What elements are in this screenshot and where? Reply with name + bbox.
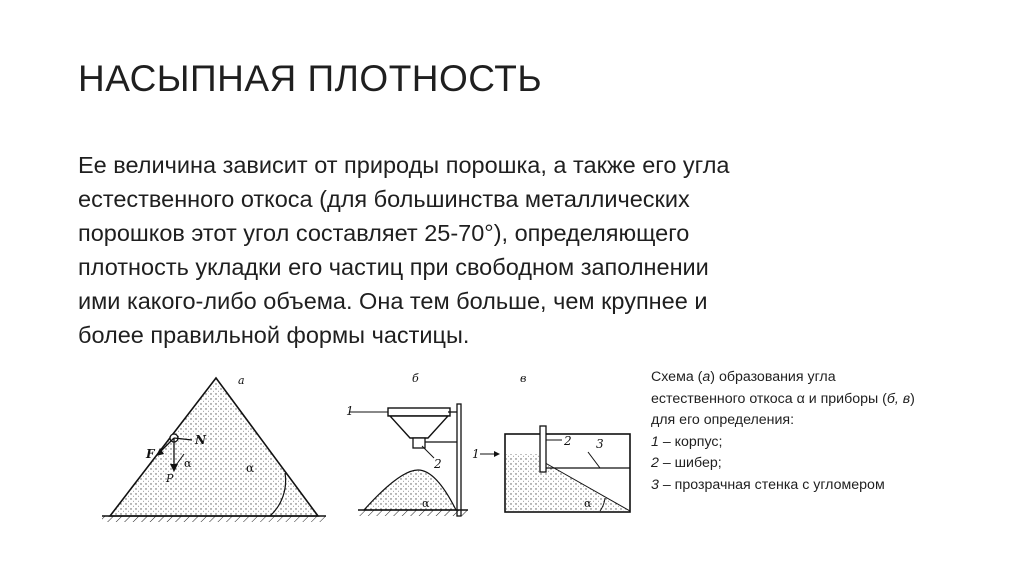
body-line: естественного откоса (для большинства металлических xyxy=(78,186,690,212)
page-title: НАСЫПНАЯ ПЛОТНОСТЬ xyxy=(78,58,543,99)
label-b1: 1 xyxy=(346,404,354,418)
label-b2: 2 xyxy=(434,457,442,471)
panel-c xyxy=(472,372,630,512)
caption-line-1: Схема (а) образования угла xyxy=(651,369,836,385)
body-paragraph xyxy=(78,148,730,352)
label-alpha-c: α xyxy=(584,497,592,510)
figure-caption xyxy=(651,367,915,496)
label-N: N xyxy=(195,433,206,447)
angle-of-repose-figure xyxy=(100,368,640,528)
panel-label-b: б xyxy=(412,372,419,385)
body-line: более правильной формы частицы. xyxy=(78,322,470,348)
label-c1: 1 xyxy=(472,447,480,461)
powder-fill-left xyxy=(506,454,540,511)
powder-cone xyxy=(110,378,318,516)
caption-line-3: для его определения: xyxy=(651,412,795,428)
label-c3: 3 xyxy=(596,437,604,451)
funnel-rim xyxy=(388,408,450,416)
caption-item: 3 – прозрачная стенка с угломером xyxy=(651,476,885,493)
caption-item: 1 – корпус; xyxy=(651,433,723,450)
label-P: P xyxy=(166,472,174,485)
body-line: ими какого-либо объема. Она тем больше, чем крупнее и xyxy=(78,288,708,314)
body-line: плотность укладки его частиц при свободном заполнении xyxy=(78,254,709,280)
body-line: Ее величина зависит от природы порошка, а также его угла xyxy=(78,152,730,178)
funnel-body xyxy=(390,416,448,438)
panel-a xyxy=(102,374,326,522)
figure-svg xyxy=(100,368,640,528)
gate xyxy=(540,426,546,472)
label-F: F xyxy=(146,447,155,461)
panel-label-a: а xyxy=(238,374,245,387)
label-alpha-large: α xyxy=(246,461,255,475)
body-line: порошков этот угол составляет 25-70°), определяющего xyxy=(78,220,690,246)
label-alpha-b: α xyxy=(422,497,430,510)
caption-line-2: естественного откоса α и приборы (б, в) xyxy=(651,390,915,407)
label-c2: 2 xyxy=(564,434,572,448)
panel-label-c: в xyxy=(520,372,527,385)
label-alpha-small: α xyxy=(184,457,192,470)
ground-hatch xyxy=(102,516,326,522)
stand-post xyxy=(457,404,461,516)
powder-heap-b xyxy=(364,470,456,510)
caption-item: 2 – шибер; xyxy=(651,455,722,471)
panel-b xyxy=(346,372,468,516)
